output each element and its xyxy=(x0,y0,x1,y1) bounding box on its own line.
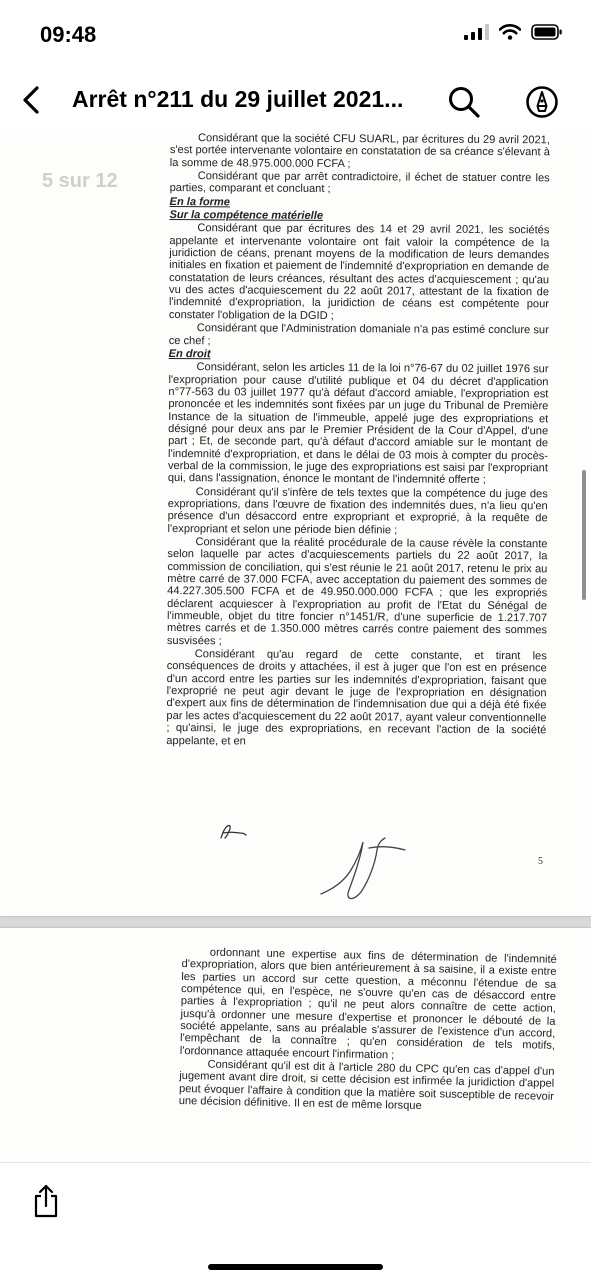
markup-button[interactable] xyxy=(522,82,562,122)
status-icons xyxy=(464,24,563,40)
handwritten-initial xyxy=(218,822,248,842)
page-number: 5 xyxy=(538,856,543,867)
document-page-6 xyxy=(0,928,591,1162)
document-page-5 xyxy=(0,130,591,916)
home-indicator[interactable] xyxy=(208,1264,383,1270)
paragraph: Considérant que par écritures des 14 et 29 avril 2021, les sociétés appelante et intervenante volontaire ont fait valoir la compétence de la juridiction de céans, prenant moyens de la modification de leurs demandes initiales en fixation et paiement de l'indemnité d'expropriation en demande de constatation de leurs créances, résultant des actes d'acquiescement ; qu'au vu des actes d'acquiescement du 22 août 2017, attestant de la fixation de l'indemnité d'expropriation, la juridiction de céans est compétente pour constater l'obligation de la DGID ; xyxy=(168,222,550,322)
markup-pen-icon xyxy=(525,85,559,119)
bottom-toolbar xyxy=(0,1162,591,1280)
section-heading: En la forme xyxy=(169,195,231,209)
section-heading: En droit xyxy=(168,347,211,361)
section-heading: Sur la compétence matérielle xyxy=(169,209,324,222)
paragraph: Considérant qu'au regard de cette constante, et tirant les conséquences de droits y attachées, il est à juger que l'on est en présence d'un accord entre les parties sur les indemnités d'expropriation, faisant que l'exproprié ne peut agir devant le juge de l'expropriation en désignation d'expert aux fins de détermination de l'indemnisation due qui a déjà été fixée par les actes d'acquiescement du 22 août 2017, ayant valeur conventionnelle ; qu'ainsi, le juge des expropriations, en recevant l'action de la société appelante, et en xyxy=(166,648,547,747)
cellular-signal-icon xyxy=(464,24,489,40)
search-button[interactable] xyxy=(444,82,484,122)
paragraph: Considérant qu'il est dit à l'article 280 du CPC qu'en cas d'appel d'un jugement avant dire droit, si cette décision est infirmée la juridiction d'appel peut évoquer l'affaire à condition que la matière soit susceptible de recevoir une décision définitive. Il en est de même lorsque xyxy=(178,1058,555,1113)
search-icon xyxy=(447,85,481,119)
navigation-bar xyxy=(0,70,591,130)
chevron-left-icon xyxy=(21,85,41,115)
paragraph: Considérant, selon les articles 11 de la loi n°76-67 du 02 juillet 1976 sur l'expropriation pour cause d'utilité publique et 04 du décret d'application n°77-563 du 03 juillet 1977 qu'à défaut d'accord amiable, l'expropriation est prononcée et les indemnités sont fixées par un juge du Tribunal de Première Instance de la situation de l'immeuble, appelé juge des expropriations et désigné pour deux ans par le Premier Président de la Cour d'Appel, d'une part ; Et, de seconde part, qu'à défaut d'accord amiable sur le montant de l'indemnité d'expropriation, et dans le délai de 03 mois à compter du procès-verbal de la commission, le juge des expropriations est saisi par l'expropriant qui, dans l'assignation, énonce le montant de l'indemnité offerte ; xyxy=(167,361,549,487)
handwritten-signature xyxy=(315,830,415,910)
status-time: 09:48 xyxy=(40,22,97,47)
share-button[interactable] xyxy=(28,1181,64,1221)
document-title: Arrêt n°211 du 29 juillet 2021... xyxy=(72,86,404,112)
paragraph: Considérant que la société CFU SUARL, par écritures du 29 avril 2021, s'est portée intervenante volontaire en constatation de sa créance s'élevant à la somme de 48.975.000.000 FCFA ; xyxy=(169,132,550,170)
page-text xyxy=(166,132,550,750)
paragraph: Considérant que la réalité procédurale de la cause révèle la constante selon laquelle par actes d'acquiescements partiels du 22 août 2017, la commission de conciliation, qui s'est réunie le 21 août 2017, retenu le prix au mètre carré de 37.000 FCFA, avec acceptation du paiement des sommes de 44.227.305.500 FCFA et de 49.950.000.000 FCFA ; que les expropriés déclarent acquiescer à l'expropriation au profit de l'Etat du Sénégal de l'immeuble, objet du titre foncier n°1451/R, d'une superficie de 1.217.707 mètres carrés et de 1.350.000 mètres carrés contre paiement des sommes susvisées ; xyxy=(166,536,548,648)
paragraph: Considérant que par arrêt contradictoire, il échet de statuer contre les parties, comparant et concluant ; xyxy=(169,170,550,196)
battery-icon xyxy=(531,24,563,40)
page-text xyxy=(179,946,557,1116)
page-indicator: 5 sur 12 xyxy=(42,170,118,192)
wifi-icon xyxy=(499,24,521,40)
scroll-thumb[interactable] xyxy=(582,470,586,600)
paragraph: Considérant que l'Administration domaniale n'a pas estimé conclure sur ce chef ; xyxy=(168,322,549,347)
paragraph: ordonnant une expertise aux fins de détermination de l'indemnité d'expropriation, alors que bien antérieurement à sa saisine, il a existe entre les parties un accord sur cette question, a méconnu l'étendue de sa compétence qui, en l'espèce, ne s'ouvre qu'en cas de désaccord entre parties à l'expropriation ; qu'il ne peut alors connaître de cette action, jusqu'à ordonner une mesure d'expertise et prononcer le débouté de la société appelante, sans au préalable s'assurer de l'existence d'un accord, l'empêchant de la connaître ; qu'en considération de tels motifs, l'ordonnance attaquée encourt l'infirmation ; xyxy=(179,946,557,1062)
share-icon xyxy=(31,1183,61,1219)
status-bar xyxy=(0,0,591,70)
paragraph: Considérant qu'il s'infère de tels textes que la compétence du juge des expropriations, dans l'œuvre de fixation des indemnités dues, n'a lieu qu'en présence d'un désaccord entre expropriant et exproprié, à la requête de l'expropriant et selon une période bien définie ; xyxy=(167,485,548,537)
back-button[interactable] xyxy=(14,80,48,120)
document-viewer[interactable] xyxy=(0,130,591,1162)
